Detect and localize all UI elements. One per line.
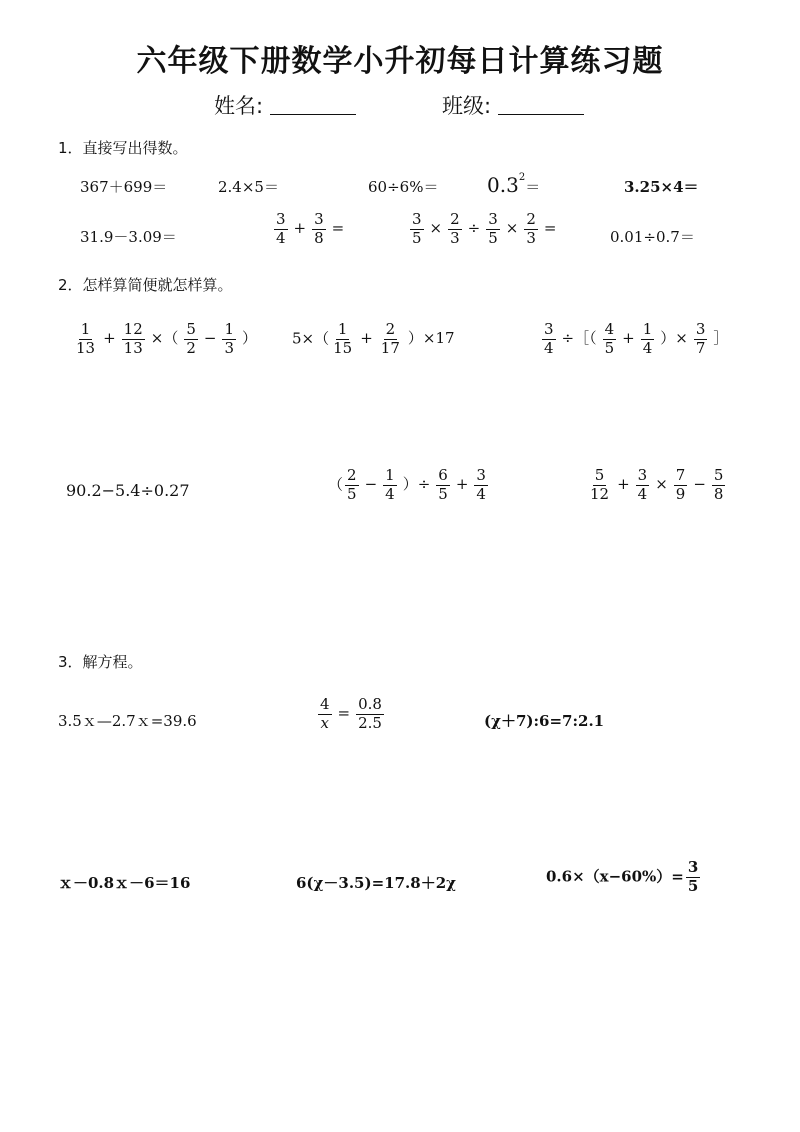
fraction: $\frac{1}{15}$ [333, 320, 353, 357]
fraction: $\frac{1}{3}$ [224, 320, 235, 357]
section-1-heading: 1．直接写出得数。 [58, 139, 188, 157]
fraction: $\frac{3}{7}$ [695, 320, 706, 357]
fraction: $\frac{1}{13}$ [76, 320, 96, 357]
fraction: $\frac{3}{4}$ [637, 466, 648, 503]
name-blank[interactable] [270, 96, 356, 115]
equals-sign: ＝ [525, 178, 541, 196]
fraction: $\frac{4}{5}$ [604, 320, 615, 357]
class-blank[interactable] [498, 96, 584, 115]
question-1-9: 0.01÷0.7＝ [610, 228, 695, 246]
fraction: $\frac{2}{5}$ [347, 466, 357, 503]
fraction: $\frac{3}{5}$ [687, 858, 699, 895]
equation-6-prefix: 0.6×（x−60%）= [546, 867, 684, 886]
page-title: 六年级下册数学小升初每日计算练习题 [136, 44, 664, 79]
question-1-5: 3.25×4＝ [624, 178, 699, 196]
fraction: $\frac{6}{5}$ [438, 466, 448, 503]
fraction: $\frac{12}{13}$ [123, 320, 143, 357]
question-2-2: 5×（ $\frac{1}{15}$ + $\frac{2}{17}$ ）×17 [292, 320, 455, 357]
exponent: 2 [518, 172, 526, 183]
fraction: $\frac{3}{8}$ [314, 210, 324, 247]
fraction: $\frac{2}{3}$ [450, 210, 460, 247]
question-1-7: $\frac{3}{4}$ + $\frac{3}{8}$ = [276, 210, 345, 247]
question-2-6: $\frac{5}{12}$ + $\frac{3}{4}$ × $\frac{7}{9}$ − $\frac{5}{8}$ [590, 466, 724, 503]
equation-6 [546, 860, 702, 895]
fraction: $\frac{1}{4}$ [385, 466, 395, 503]
fraction: $\frac{3}{4}$ [276, 210, 286, 247]
fraction: $\frac{0.8}{2.5}$ [358, 695, 382, 732]
question-1-2: 2.4×5＝ [218, 178, 279, 196]
question-1-8: $\frac{3}{5}$ × $\frac{2}{3}$ ÷ $\frac{3}{5}$ × $\frac{2}{3}$ = [412, 210, 557, 247]
fraction: $\frac{1}{4}$ [642, 320, 653, 357]
question-2-3: $\frac{3}{4}$ ÷［（ $\frac{4}{5}$ + $\frac{1}{4}$ ）× $\frac{3}{7}$ ］ [544, 320, 729, 357]
section-2-heading: 2．怎样算简便就怎样算。 [58, 276, 233, 294]
fraction: $\frac{3}{5}$ [412, 210, 422, 247]
question-1-1: 367＋699＝ [80, 178, 168, 196]
name-field [214, 90, 356, 120]
name-label: 姓名: [214, 94, 264, 118]
equation-4: ｘ－0.8ｘ－6＝16 [58, 874, 191, 892]
question-1-3: 60÷6%＝ [368, 178, 439, 196]
equation-1: 3.5ｘ—2.7ｘ=39.6 [58, 712, 197, 730]
fraction: $\frac{5}{2}$ [186, 320, 196, 357]
equation-3: (χ＋7):6=7:2.1 [484, 712, 605, 730]
base-value: 0.3 [487, 173, 519, 197]
fraction: $\frac{7}{9}$ [675, 466, 686, 503]
class-field [442, 90, 584, 120]
fraction: $\frac{5}{12}$ [590, 466, 610, 503]
fraction: $\frac{3}{4}$ [544, 320, 554, 357]
fraction: $\frac{2}{3}$ [526, 210, 536, 247]
question-2-4: 90.2−5.4÷0.27 [66, 481, 190, 500]
fraction: $\frac{5}{8}$ [713, 466, 724, 503]
question-1-6: 31.9－3.09＝ [80, 228, 177, 246]
fraction: $\frac{2}{17}$ [380, 320, 400, 357]
question-2-5: （ $\frac{2}{5}$ − $\frac{1}{4}$ ）÷ $\frac{6}{5}$ + $\frac{3}{4}$ [328, 466, 486, 503]
equation-5: 6(χ－3.5)=17.8＋2χ [296, 874, 456, 892]
class-label: 班级: [442, 94, 492, 118]
fraction: $\frac{3}{4}$ [476, 466, 486, 503]
fraction: $\frac{4}{x}$ [320, 695, 330, 732]
question-1-4 [487, 172, 540, 197]
fraction: $\frac{3}{5}$ [488, 210, 498, 247]
section-3-heading: 3．解方程。 [58, 653, 143, 671]
question-2-1: $\frac{1}{13}$ + $\frac{12}{13}$ ×（ $\frac{5}{2}$ − $\frac{1}{3}$ ） [76, 320, 258, 357]
equation-2: $\frac{4}{x}$ = $\frac{0.8}{2.5}$ [320, 695, 382, 732]
